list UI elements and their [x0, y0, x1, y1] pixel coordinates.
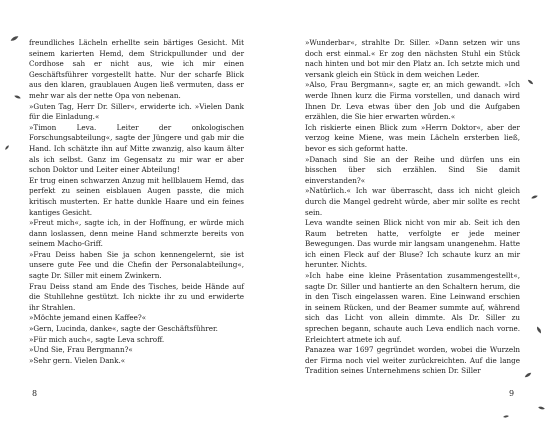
- paragraph: »Ich habe eine kleine Präsentation zusammengestellt«, sagte Dr. Siller und hantierte an den Schaltern herum, die in den Tisch eingelassen waren. Eine Leinwand erschien in seinem Rücken, und der Beamer summte auf, während sich das Licht von allein dimmte. Als Dr. Siller zu sprechen begann, schaute auch Leva endlich nach vorne. Erleichtert atmete ich auf.: [305, 271, 520, 344]
- right-page-text: [305, 38, 520, 377]
- page-number-left: 8: [32, 389, 38, 398]
- paragraph: Panazea war 1697 gegründet worden, wobei die Wurzeln der Firma noch viel weiter zurückreichten. Auf die lange Tradition seines Unternehmens schien Dr. Siller: [305, 345, 520, 376]
- paragraph: »Möchte jemand einen Kaffee?«: [29, 313, 147, 323]
- paragraph: »Guten Tag, Herr Dr. Siller«, erwiderte ich. »Vielen Dank für die Einladung.«: [29, 101, 244, 122]
- paragraph: freundliches Lächeln erhellte sein bärtiges Gesicht. Mit seinem karierten Hemd, dem Strickpullunder und der Cordhose sah er nicht aus, wie ich mir einen Geschäftsführer vorgestellt hatte. Nur der scharfe Blick aus den klaren, graublauen Augen ließ vermuten, dass er mehr war als der nette Opa von nebenan.: [29, 38, 244, 100]
- leaf-icon: [524, 371, 533, 379]
- left-page-text: [29, 38, 244, 366]
- paragraph: »Gern, Lucinda, danke«, sagte der Geschäftsführer.: [29, 324, 218, 334]
- leaf-icon: [9, 34, 19, 43]
- leaf-icon: [4, 144, 10, 151]
- paragraph: »Freut mich«, sagte ich, in der Hoffnung, er würde mich dann loslassen, denn meine Hand schmerzte bereits von seinem Macho-Griff.: [29, 218, 244, 249]
- paragraph: Leva wandte seinen Blick nicht von mir ab. Seit ich den Raum betreten hatte, verfolgte er jede meiner Bewegungen. Das wurde mir langsam unangenehm. Hatte ich einen Fleck auf der Bluse? Ich schaute kurz an mir herunter. Nichts.: [305, 218, 520, 270]
- paragraph: »Also, Frau Bergmann«, sagte er, an mich gewandt. »Ich werde Ihnen kurz die Firma vorstellen, und danach wird Ihnen Dr. Leva etwas über den Job und die Aufgaben erzählen, die Sie hier erwarten würden.«: [305, 80, 520, 122]
- leaf-icon: [14, 94, 22, 100]
- page-number-right: 9: [509, 389, 515, 398]
- leaf-icon: [538, 405, 546, 411]
- paragraph: Er trug einen schwarzen Anzug mit hellblauem Hemd, das perfekt zu seinen eisblauen Augen passte, die mich kritisch musterten. Er hatte dunkle Haare und ein feines kantiges Gesicht.: [29, 175, 244, 217]
- leaf-icon: [527, 78, 535, 86]
- paragraph: »Natürlich.« Ich war überrascht, dass ich nicht gleich durch die Mangel gedreht würde, aber mir sollte es recht sein.: [305, 186, 520, 217]
- paragraph: Frau Deiss stand am Ende des Tisches, beide Hände auf die Stuhllehne gestützt. Ich nickte ihr zu und erwiderte ihr Strahlen.: [29, 281, 244, 312]
- paragraph: »Frau Deiss haben Sie ja schon kennengelernt, sie ist unsere gute Fee und die Chefin der Personalabteilung«, sagte Dr. Siller mit einem Zwinkern.: [29, 249, 244, 281]
- paragraph: »Für mich auch«, sagte Leva schroff.: [29, 334, 165, 344]
- paragraph: Ich riskierte einen Blick zum »Herrn Doktor«, aber der verzog keine Miene, was mein Lächeln ersterben ließ, bevor es sich geformt hatte.: [305, 122, 520, 153]
- paragraph: »Wunderbar«, strahlte Dr. Siller. »Dann setzen wir uns doch erst einmal.« Er zog den nächsten Stuhl ein Stück nach hinten und bot mir den Platz an. Ich setzte mich und versank gleich ein Stück in dem weichen Leder.: [305, 38, 520, 79]
- leaf-icon: [503, 415, 509, 419]
- paragraph: »Danach sind Sie an der Reihe und dürfen uns ein bisschen über sich erzählen. Sind Sie damit einverstanden?«: [305, 154, 520, 185]
- paragraph: »Sehr gern. Vielen Dank.«: [29, 355, 126, 365]
- paragraph: »Und Sie, Frau Bergmann?«: [29, 345, 133, 355]
- paragraph: »Timon Leva. Leiter der onkologischen Forschungsabteilung«, sagte der Jüngere und gab mir die Hand. Ich schätzte ihn auf Mitte zwanzig, also kaum älter als ich selbst. Ganz im Gegensatz zu mir war er aber schon Doktor und Leiter einer Abteilung!: [29, 122, 244, 175]
- leaf-icon: [535, 326, 542, 335]
- leaf-icon: [531, 194, 539, 200]
